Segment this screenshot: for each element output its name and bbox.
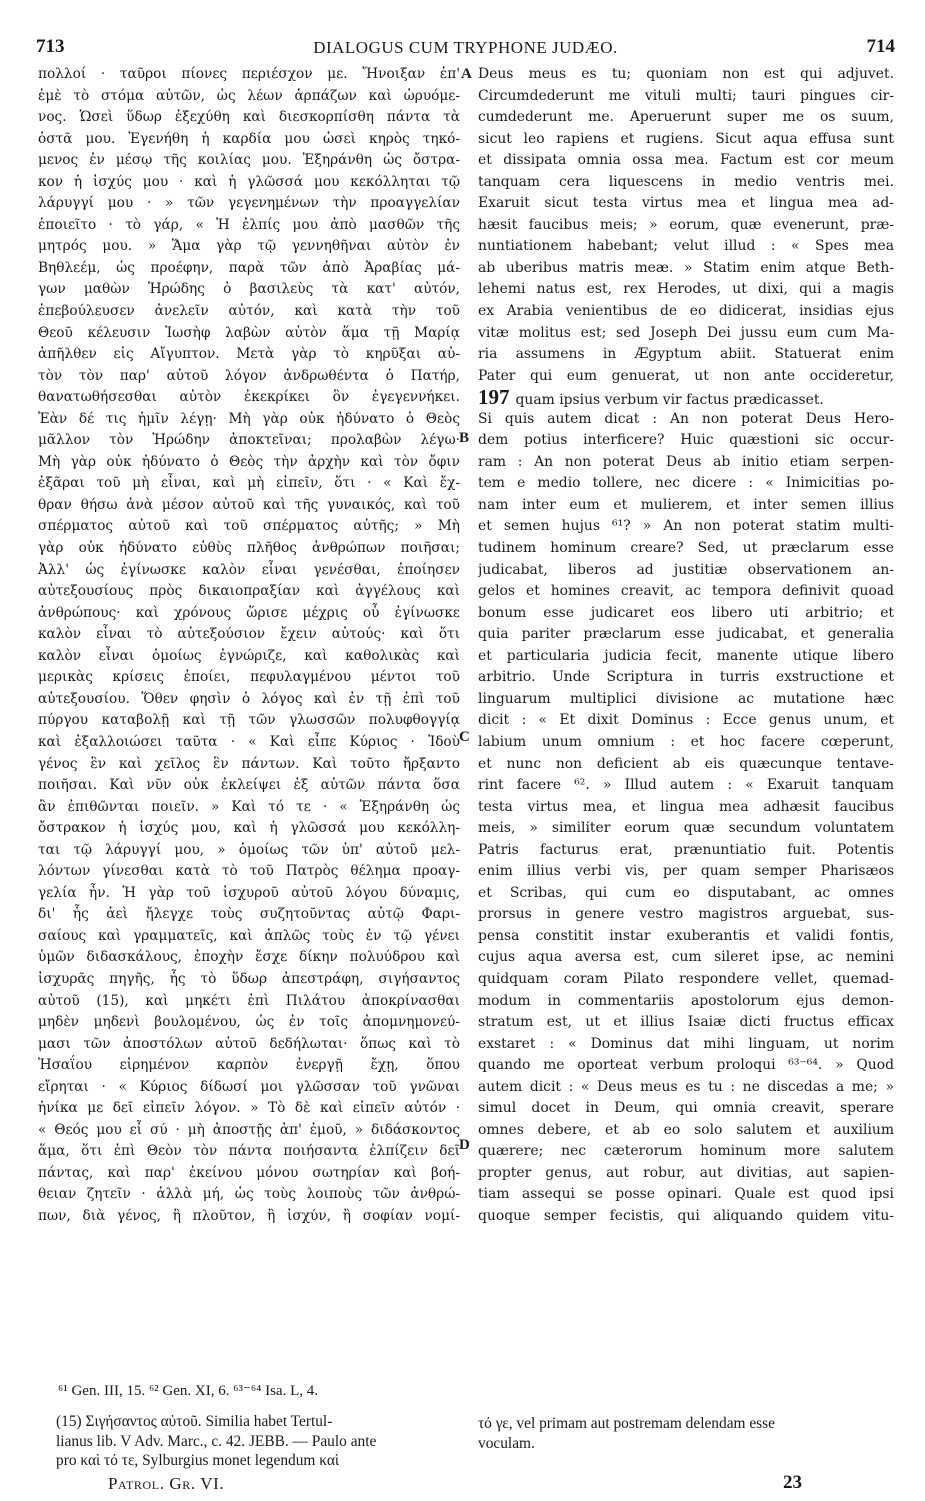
greek-text-line: ἰσχυρᾶς πηγῆς, ἧς τὸ ὕδωρ ἀπεστράφη, σιγήσαντος [38,970,460,987]
greek-text-line: ἐπεβούλευσεν ἀνελεῖν αὐτόν, καὶ κατὰ τὴν τοῦ [38,303,460,320]
latin-text-line: simul docet in Deum, qui omnia creavit, sperare [478,1100,894,1117]
greek-text-line: κον ἡ ἰσχύς μου · καὶ ἡ γλῶσσά μου κεκόλληται τῷ [38,173,460,190]
greek-text-line: μητρός μου. » Ἅμα γὰρ τῷ γεννηθῆναι αὐτὸν ἐν [38,238,460,255]
greek-text-line: Μὴ γὰρ οὐκ ἠδύνατο ὁ Θεὸς τὴν ἀρχὴν καὶ τὸν ὄφιν [38,453,460,470]
greek-text-line: καλὸν εἶναι ὁμοίως ἐγνώριζε, καὶ καθολικὰς καὶ [38,647,460,664]
latin-text-line: arbitrio. Unde Scriptura in turris exstructione et [478,669,894,686]
greek-text-line: ὄστρακον ἡ ἰσχύς μου, καὶ ἡ γλῶσσά μου κεκόλλη- [38,820,460,837]
latin-text-line: bonum esse judicaret eos libero uti arbitrio; et [478,604,894,621]
greek-text-line: μᾶλλον τὸν Ἡρώδην ἀποκτεῖναι; προλαβὼν λέγω· [38,432,460,449]
latin-text-line: nuntiationem habebant; velut illud : « Spes mea [478,238,894,255]
latin-text-line: ram : An non poterat Deus ab initio etiam serpen- [478,453,894,470]
column-number: 197 [478,387,510,409]
greek-text-line: πάντας, καὶ παρ' ἐκείνου μόνου σωτηρίαν καὶ βοή- [38,1164,460,1181]
page-title: DIALOGUS CUM TRYPHONE JUDÆO. [313,38,618,57]
greek-text-line: θανατωθήσεσθαι αὐτὸν ἐκεκρίκει ὃν ἐγεγεννήκει. [38,389,460,406]
latin-text-line: dem potius interficere? Huic quæstioni sic occur- [478,432,894,449]
latin-text-line: quoque semper fecistis, qui aliquando quidem vitu- [478,1207,894,1224]
greek-text-line: ἀπῆλθεν εἰς Αἴγυπτον. Μετὰ γὰρ τὸ κηρῦξαι αὐ- [38,346,460,363]
greek-text-line: λάρυγγί μου · » τῶν γεγενημένων τὴν προαγγελίαν [38,195,460,212]
scripture-footnotes: ⁶¹ Gen. III, 15. ⁶² Gen. XI, 6. ⁶³⁻⁶⁴ Isa. L, 4. [58,1383,319,1399]
latin-text-line: vitæ molitus est; sed Joseph Dei jussu eum cum Ma- [478,324,894,341]
latin-column [478,64,894,1228]
greek-text-line: γὰρ οὐκ ἠδύνατο εὐθὺς πλῆθος ἀνθρώπων ποιῆσαι; [38,540,460,557]
latin-text-line: tiam assequi se posse opinari. Quale est quod ipsi [478,1186,894,1203]
latin-text-line: ex Arabia venientibus de eo didicerat, insidias ejus [478,303,894,320]
editor-note [56,1412,476,1471]
latin-text-line: tudinem hominum creare? Sed, ut præclarum esse [478,540,894,557]
margin-marker-a: A [461,66,472,82]
note-line: (15) Σιγήσαντος αὐτοῦ. Similia habet Tertul- [56,1413,333,1430]
page-number-left: 713 [36,36,65,57]
greek-text-line: δι' ἧς ἀεὶ ἤλεγχε τοὺς συζητοῦντας αὐτῷ Φαρι- [38,906,460,923]
latin-text-line: tem e medio tollere, nec dicere : « Inimicitias po- [478,475,894,492]
latin-text-line: Deus meus es tu; quoniam non est qui adjuvet. [478,66,894,82]
greek-text-line: λόντων γίνεσθαι κατὰ τὸ τοῦ Πατρὸς θέλημα προαγ- [38,863,460,880]
footer-series-title: Patrol. Gr. VI. [108,1474,225,1493]
margin-marker-c: C [459,729,470,745]
note-line: τό γε, vel primam aut postremam delendam esse [478,1415,775,1432]
editor-note-continued [478,1414,888,1453]
greek-text-line: ἐποιεῖτο · τὸ γάρ, « Ἡ ἐλπίς μου ἀπὸ μασθῶν τῆς [38,216,460,233]
latin-text-line: et Scribas, qui cum eo disputabant, ac omnes [478,884,894,901]
greek-text-line: μηδὲν μηδενὶ βουλομένου, ὡς ἐν τοῖς ἀπομνημονεύ- [38,1014,460,1031]
greek-text-line: τὸν τὸν παρ' αὐτοῦ λόγον ἀνδρωθέντα ὁ Πατήρ, [38,367,460,384]
greek-text-line: μασι τῶν ἀποστόλων αὐτοῦ δεδήλωται· ὅπως καὶ τὸ [38,1035,460,1052]
margin-marker-d: D [459,1137,470,1153]
latin-text-line: pensa constitit instar exuberantis et validi fontis, [478,927,894,944]
greek-text-line: καὶ ἐξαλλοιώσει ταῦτα · « Καὶ εἶπε Κύριος · Ἰδοὺ [38,733,460,750]
greek-text-line: γένος ἓν καὶ χεῖλος ἓν πάντων. Καὶ τοῦτο ἤρξαντο [38,755,460,772]
greek-text-line: ἐξᾶραι τοῦ μὴ εἶναι, καὶ μὴ εἰπεῖν, ὅτι · « Καὶ ἔχ- [38,475,460,492]
latin-text-line: quando me oporteat verbum proloqui ⁶³⁻⁶⁴. » Quod [478,1057,894,1074]
greek-text-line: Ἀλλ' ὡς ἐγίνωσκε καλὸν εἶναι γενέσθαι, ἐποίησεν [38,561,460,578]
latin-text-line: et dissipata omnia ossa mea. Factum est cor meum [478,152,894,169]
latin-text-line: hæsit faucibus meis; » eorum, quæ evenerunt, præ- [478,216,894,233]
greek-text-line: αὐτεξουσίου. Ὅθεν φησὶν ὁ λόγος καὶ ἐν τῇ ἐπὶ τοῦ [38,690,460,707]
latin-text-line: sicut leo rapiens et rugiens. Sicut aqua effusa sunt [478,130,894,147]
latin-text-line: dicit : « Et dixit Dominus : Ecce genus unum, et [478,712,894,729]
greek-text-line: γελία ἦν. Ἡ γὰρ τοῦ ἰσχυροῦ αὐτοῦ λόγου δύναμις, [38,884,460,901]
latin-text-line: prorsus in genere vestro magistros arguebat, sus- [478,906,894,923]
latin-text-line: quidquam coram Pilato respondere vellet, quemad- [478,970,894,987]
greek-text-line: πολλοί · ταῦροι πίονες περιέσχον με. Ἤνοιξαν ἐπ' [38,66,460,82]
latin-text-line: cujus aqua aversa est, cum sileret ipse, ac nemini [478,949,894,966]
latin-text-line: linguarum multiplici divisione ac mutatione hæc [478,690,894,707]
latin-text-line: propter genus, aut robur, aut divitias, aut sapien- [478,1164,894,1181]
latin-text-line: autem dicit : « Deus meus es tu : ne discedas a me; » [478,1078,894,1095]
greek-text-line: καλὸν εἶναι τὸ αὐτεξούσιον ἔχειν αὐτούς· καὶ ὅτι [38,626,460,643]
greek-text-line: θραν θήσω ἀνὰ μέσον αὐτοῦ καὶ τῆς γυναικός, καὶ τοῦ [38,496,460,513]
running-header [36,36,895,62]
greek-text-line: ἂν ἐπιθῶνται ποιεῖν. » Καὶ τό τε · « Ἐξηράνθη ὡς [38,798,460,815]
latin-text-line: Exaruit sicut testa virtus mea et lingua mea ad- [478,195,894,212]
latin-text-line: Patris facturus erat, prænuntiatio fuit. Potentis [478,841,894,858]
note-line: voculam. [478,1434,535,1452]
note-line: lianus lib. V Adv. Marc., c. 42. JEBB. — Paulo ante [56,1432,377,1450]
latin-text-line: stratum est, ut et illius Isaiæ dicti fructus efficax [478,1014,894,1031]
greek-text-line: ἡνίκα με δεῖ εἰπεῖν λόγον. » Τὸ δὲ καὶ εἰπεῖν αὐτόν · [38,1100,460,1117]
greek-text-line: ποιῆσαι. Καὶ νῦν οὐκ ἐκλείψει ἐξ αὐτῶν πάντα ὅσα [38,777,460,794]
latin-text-line: quia pariter præclarum esse judicabat, et generalia [478,626,894,643]
latin-text-line: nam inter eum et mulierem, et inter semen illius [478,496,894,513]
latin-text-line: ria assumens in Ægyptum abiit. Statuerat enim [478,346,894,363]
footer-signature-number: 23 [783,1472,802,1493]
greek-text-line: μενος ἐν μέσῳ τῆς κοιλίας μου. Ἐξηράνθη ὡς ὄστρα- [38,152,460,169]
latin-text-line: omnes debere, et ab eo solo salutem et auxilium [478,1121,894,1138]
greek-text-line: πων, διὰ γένος, ἢ πλοῦτον, ἢ ἰσχύν, ἢ σοφίαν νομί- [38,1207,460,1224]
greek-text-line: εἴρηται · « Κύριος δίδωσί μοι γλῶσσαν τοῦ γνῶναι [38,1078,460,1095]
latin-text-line: et nunc non deficient ab eis quæcunque tentave- [478,755,894,772]
latin-text-line: Si quis autem dicat : An non poterat Deus Hero- [478,410,894,427]
latin-text-line: cumdederunt me. Aperuerunt super me os suum, [478,109,894,126]
latin-text-line: quærere; nec cæterorum hominum more salutem [478,1143,894,1160]
greek-text-line: γων μαθὼν Ἡρώδης ὁ βασιλεὺς τὰ κατ' αὐτόν, [38,281,460,298]
latin-text-line: Circumdederunt me vituli multi; tauri pingues cir- [478,87,894,104]
greek-text-line: ὀστᾶ μου. Ἐγενήθη ἡ καρδία μου ὡσεὶ κηρὸς τηκό- [38,130,460,147]
latin-text-line: gelos et homines creavit, ac tempora definivit quoad [478,583,894,600]
greek-text-line: ται τῷ λάρυγγί μου, » ὁμοίως τῶν ὑπ' αὐτοῦ μελ- [38,841,460,858]
greek-column [38,64,460,1228]
greek-text-line: νος. Ὡσεὶ ὕδωρ ἐξεχύθη καὶ διεσκορπίσθη πάντα τὰ [38,109,460,126]
greek-text-line: πύργου καταβολῇ καὶ τῇ τῶν γλωσσῶν πολυφθογγίᾳ [38,712,460,729]
latin-text-line: modum in commentariis apostolorum ejus demon- [478,992,894,1009]
greek-text-line: Βηθλεέμ, ὡς προέφην, παρὰ τῶν ἀπὸ Ἀραβίας μά- [38,259,460,276]
note-line: pro καὶ τό τε, Sylburgius monet legendum καὶ [56,1452,340,1469]
latin-text-line: enim illius verbi vis, per quam semper Pharisæos [478,863,894,880]
latin-text-line: meis, » similiter eorum quæ secundum voluntatem [478,820,894,837]
greek-text-line: Ἡσαΐου εἰρημένον καρπὸν ἐνεργῇ ἔχῃ, ὅπου [38,1057,460,1074]
latin-text-line: Pater qui eum genuerat, ut non ante occideretur, [478,367,894,384]
greek-text-line: σπέρματος αὐτοῦ καὶ τοῦ σπέρματος αὐτῆς; » Μὴ [38,518,460,535]
greek-text-line: ὑμῶν διδασκάλους, ἐποχὴν ἔσχε δίκην πολυύδρου καὶ [38,949,460,966]
latin-text-line: labium unum omnium : et hoc facere cœperunt, [478,733,894,750]
latin-text-line: tanquam cera liquescens in medio ventris mei. [478,173,894,190]
latin-text-line: lehemi natus est, rex Herodes, ut dixi, qui a magis [478,281,894,298]
greek-text-line: Θεοῦ κέλευσιν Ἰωσὴφ λαβὼν αὐτὸν ἅμα τῇ Μαρίᾳ [38,324,460,341]
latin-text-line: rint facere ⁶². » Illud autem : « Exaruit tanquam [478,777,894,794]
latin-text-line: judicabat, liberos ad justitiæ observationem an- [478,561,894,578]
margin-marker-b: B [459,430,470,446]
latin-text-line: exstaret : « Dominus dat mihi linguam, ut norim [478,1035,894,1052]
latin-text-line: ab uberibus matris meæ. » Statim enim atque Beth- [478,259,894,276]
greek-text-line: θειαν ζητεῖν · ἀλλὰ μή, ὡς τοὺς λοιποὺς τῶν ἀνθρώ- [38,1186,460,1203]
greek-text-line: ἀνθρώπους· καὶ χρόνους ὥρισε μέχρις οὗ ἐγίνωσκε [38,604,460,621]
greek-text-line: αὐτεξουσίους πρὸς δικαιοπραξίαν καὶ ἀγγέλους καὶ [38,583,460,600]
greek-text-line: Ἐὰν δέ τις ἡμῖν λέγῃ· Μὴ γὰρ οὐκ ἠδύνατο ὁ Θεὸς [38,410,460,427]
greek-text-line: μερικὰς κρίσεις ἐποίει, πεφυλαγμένου μέντοι τοῦ [38,669,460,686]
page-number-right: 714 [866,36,895,57]
greek-text-line: αὐτοῦ (15), καὶ μηκέτι ἐπὶ Πιλάτου ἀποκρίνασθαι [38,992,460,1009]
latin-text-line [478,387,894,409]
greek-text-line: ἅμα, ὅτι ἐπὶ Θεὸν τὸν πάντα ποιήσαντα ἐλπίζειν δεῖ [38,1143,460,1160]
latin-text-line: et particularia judicia fecit, manente utique libero [478,647,894,664]
greek-text-line: ἐμὲ τὸ στόμα αὐτῶν, ὡς λέων ἁρπάζων καὶ ὠρυόμε- [38,87,460,104]
latin-text-line: testa virtus mea, et lingua mea adhæsit faucibus [478,798,894,815]
latin-text-line-content: quam ipsius verbum vir factus prædicasset. [515,392,824,409]
greek-text-line: « Θεός μου εἶ σύ · μὴ ἀποστῇς ἀπ' ἐμοῦ, » διδάσκοντος [38,1121,460,1138]
greek-text-line: σαίους καὶ γραμματεῖς, καὶ ἁπλῶς τοὺς ἐν τῷ γένει [38,927,460,944]
latin-text-line: et semen hujus ⁶¹? » An non poterat statim multi- [478,518,894,535]
